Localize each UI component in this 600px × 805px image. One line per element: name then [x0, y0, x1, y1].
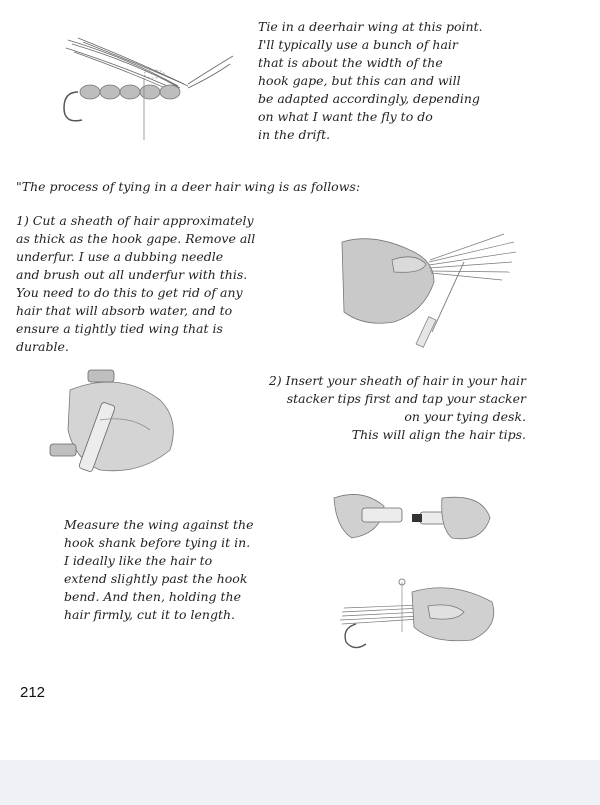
- reader-bottom-bar: [0, 760, 600, 805]
- measure-wing-illustration: [332, 572, 502, 662]
- brushing-underfur-illustration: [334, 212, 524, 352]
- process-heading: "The process of tying in a deer hair wing is as follows:: [16, 179, 361, 194]
- fly-illustration: [38, 28, 238, 148]
- step-2-text: 2) Insert your sheath of hair in your hair stacker tips first and tap your stacker on your tying desk. This will align the hair tips.: [268, 373, 526, 442]
- intro-paragraph: Tie in a deerhair wing at this point. I'll typically use a bunch of hair that is about the width of the hook gape, but this can and will be adapted accordingly, depending on what I want the fly to do in the drift.: [258, 19, 483, 142]
- step-1-text: 1) Cut a sheath of hair approximately as thick as the hook gape. Remove all underfur. I use a dubbing needle and brush out all underfur with this. You need to do this to get rid of any hair that will absorb water, and to ensure a tightly tied wing that is durable.: [16, 213, 256, 354]
- step-3-text: Measure the wing against the hook shank before tying it in. I ideally like the hair to extend slightly past the hook bend. And then, holding the hair firmly, cut it to length.: [64, 517, 254, 622]
- hair-stacker-illustration: [40, 360, 190, 480]
- page-number: 212: [20, 684, 46, 701]
- stacker-separate-illustration: [332, 488, 492, 558]
